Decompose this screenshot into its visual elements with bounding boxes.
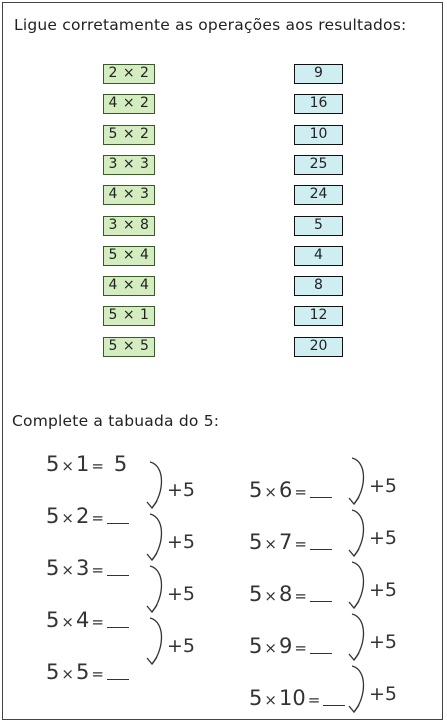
plus-five-label: +5 (167, 531, 196, 553)
times-sign: × (264, 483, 277, 501)
arrow-head (349, 549, 359, 556)
operation-box[interactable]: 5 × 4 (103, 246, 155, 266)
arrow-head (349, 497, 359, 504)
factor-a: 5 (249, 478, 263, 502)
times-sign: × (61, 457, 74, 475)
curved-arrow (352, 562, 364, 608)
factor-a: 5 (249, 634, 263, 658)
equals-sign: = (294, 587, 307, 605)
times-sign: × (61, 509, 74, 527)
operation-box[interactable]: 4 × 2 (103, 94, 155, 114)
plus-five-label: +5 (369, 527, 398, 549)
factor-b: 2 (75, 504, 90, 528)
factor-a: 5 (46, 556, 60, 580)
equals-sign: = (294, 639, 307, 657)
operation-box[interactable]: 3 × 3 (103, 155, 155, 175)
arrow-head (349, 705, 359, 712)
factor-a: 5 (46, 608, 60, 632)
arrow-head (349, 653, 359, 660)
times-sign: × (61, 665, 74, 683)
operation-box[interactable]: 2 × 2 (103, 64, 155, 84)
result-box[interactable]: 5 (294, 216, 343, 236)
equals-sign: = (91, 509, 104, 527)
plus-five-label: +5 (369, 631, 398, 653)
plus-five-label: +5 (369, 475, 398, 497)
factor-b: 4 (75, 608, 90, 632)
factor-a: 5 (249, 686, 263, 710)
arrow-head (147, 605, 157, 612)
curved-arrow (150, 514, 162, 560)
curved-arrow (352, 510, 364, 556)
factor-b: 6 (278, 478, 293, 502)
plus-five-label: +5 (369, 579, 398, 601)
arrow-head (147, 501, 157, 508)
result-box[interactable]: 10 (294, 125, 343, 145)
arrow-head (147, 553, 157, 560)
arrow-head (349, 601, 359, 608)
section1-title: Ligue corretamente as operações aos resultados: (14, 16, 407, 34)
plus-five-label: +5 (167, 479, 196, 501)
factor-a: 5 (249, 582, 263, 606)
equals-sign: = (294, 535, 307, 553)
result-box[interactable]: 16 (294, 94, 343, 114)
operation-box[interactable]: 5 × 5 (103, 337, 155, 357)
section2-title: Complete a tabuada do 5: (12, 412, 220, 430)
factor-b: 7 (278, 530, 293, 554)
curved-arrow (150, 462, 162, 508)
operation-box[interactable]: 5 × 2 (103, 125, 155, 145)
factor-a: 5 (46, 504, 60, 528)
result-box[interactable]: 25 (294, 155, 343, 175)
result-box[interactable]: 8 (294, 276, 343, 296)
equals-sign: = (307, 691, 321, 709)
times-sign: × (61, 613, 74, 631)
operation-box[interactable]: 5 × 1 (103, 306, 155, 326)
result-box[interactable]: 4 (294, 246, 343, 266)
times-sign: × (61, 561, 74, 579)
factor-a: 5 (46, 452, 60, 476)
answer-value: 5 (113, 452, 128, 476)
equals-sign: = (91, 561, 104, 579)
plus-five-label: +5 (167, 583, 196, 605)
plus-five-label: +5 (167, 635, 196, 657)
factor-b: 9 (278, 634, 293, 658)
factor-b: 1 (75, 452, 90, 476)
curved-arrow (352, 666, 364, 712)
times-sign: × (264, 639, 277, 657)
curved-arrow (150, 566, 162, 612)
times-sign: × (264, 535, 277, 553)
equals-sign: = (91, 457, 104, 475)
result-box[interactable]: 20 (294, 337, 343, 357)
result-box[interactable]: 12 (294, 306, 343, 326)
equals-sign: = (91, 613, 104, 631)
plus-five-label: +5 (369, 683, 398, 705)
operation-box[interactable]: 3 × 8 (103, 216, 155, 236)
factor-b: 3 (75, 556, 90, 580)
arrow-head (147, 657, 157, 664)
equals-sign: = (294, 483, 307, 501)
equals-sign: = (91, 665, 104, 683)
curved-arrow (150, 618, 162, 664)
factor-a: 5 (46, 660, 60, 684)
operation-box[interactable]: 4 × 3 (103, 185, 155, 205)
curved-arrow (352, 614, 364, 660)
times-sign: × (264, 587, 277, 605)
times-sign: × (264, 691, 277, 709)
factor-b: 8 (278, 582, 293, 606)
factor-b: 10 (278, 686, 306, 710)
curved-arrow (352, 458, 364, 504)
result-box[interactable]: 24 (294, 185, 343, 205)
result-box[interactable]: 9 (294, 64, 343, 84)
factor-a: 5 (249, 530, 263, 554)
operation-box[interactable]: 4 × 4 (103, 276, 155, 296)
factor-b: 5 (75, 660, 90, 684)
